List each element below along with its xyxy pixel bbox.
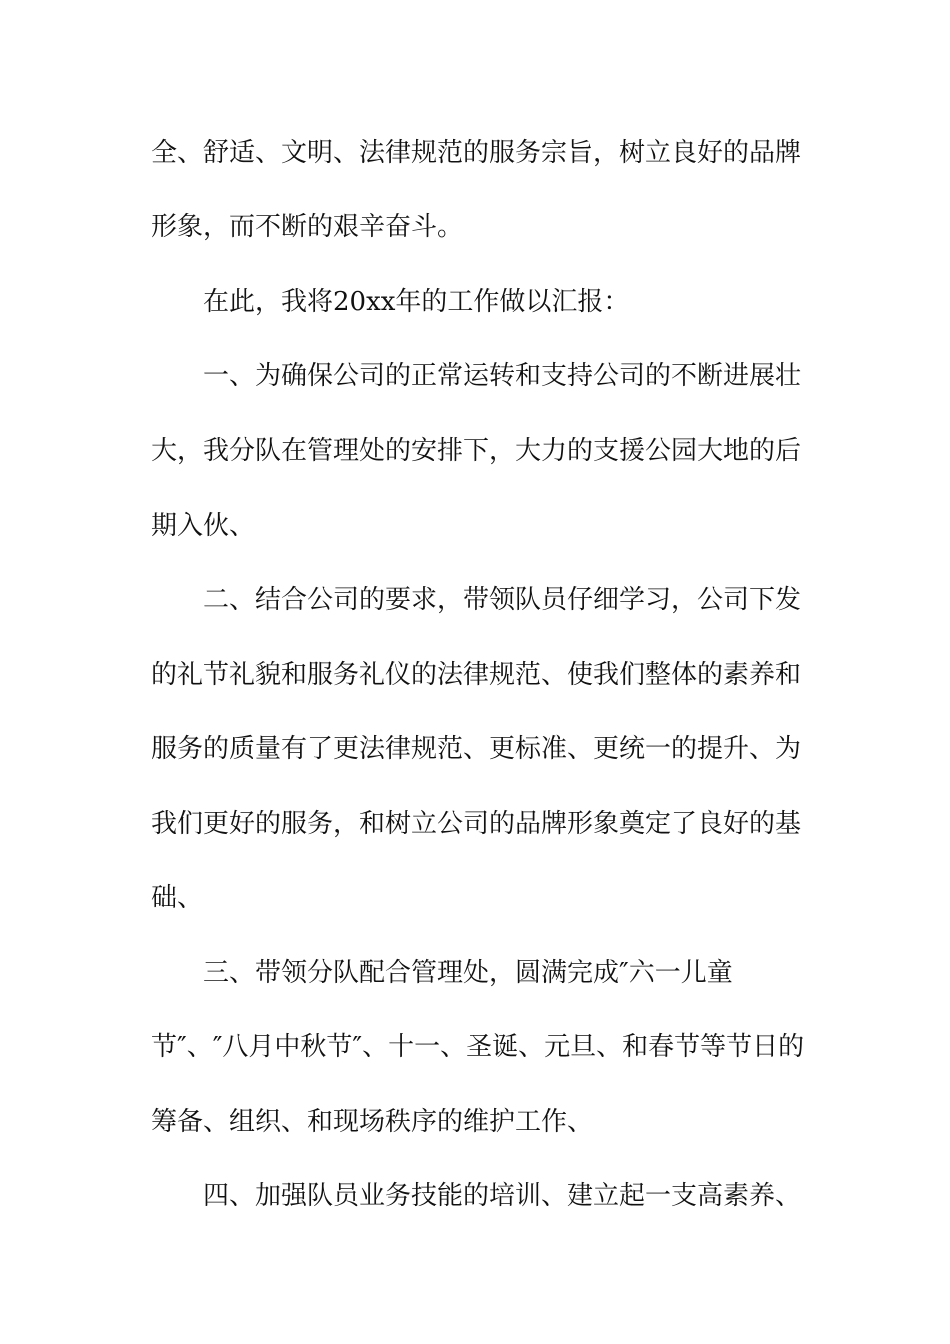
paragraph-line: 四、加强队员业务技能的培训、建立起一支高素养、: [203, 1181, 802, 1211]
text-line: 全、舒适、文明、法律规范的服务宗旨，树立良好的品牌: [151, 138, 802, 168]
paragraph-line: 二、结合公司的要求，带领队员仔细学习，公司下发: [203, 585, 802, 615]
text-line: 形象，而不断的艰辛奋斗。: [151, 212, 464, 242]
text-line: 我们更好的服务，和树立公司的品牌形象奠定了良好的基: [151, 809, 802, 839]
text-line: 节″、″八月中秋节″、十一、圣诞、元旦、和春节等节日的: [151, 1032, 805, 1062]
paragraph-line: 在此，我将20xx年的工作做以汇报：: [203, 287, 630, 317]
text-line: 的礼节礼貌和服务礼仪的法律规范、使我们整体的素养和: [151, 660, 802, 690]
text-line: 服务的质量有了更法律规范、更标准、更统一的提升、为: [151, 734, 802, 764]
paragraph-line: 三、带领分队配合管理处，圆满完成″六一儿童: [203, 958, 733, 988]
paragraph-line: 一、为确保公司的正常运转和支持公司的不断进展壮: [203, 361, 802, 391]
text-line: 大，我分队在管理处的安排下，大力的支援公园大地的后: [151, 436, 802, 466]
text-line: 筹备、组织、和现场秩序的维护工作、: [151, 1107, 594, 1137]
text-line: 础、: [151, 883, 204, 913]
text-line: 期入伙、: [151, 511, 256, 541]
